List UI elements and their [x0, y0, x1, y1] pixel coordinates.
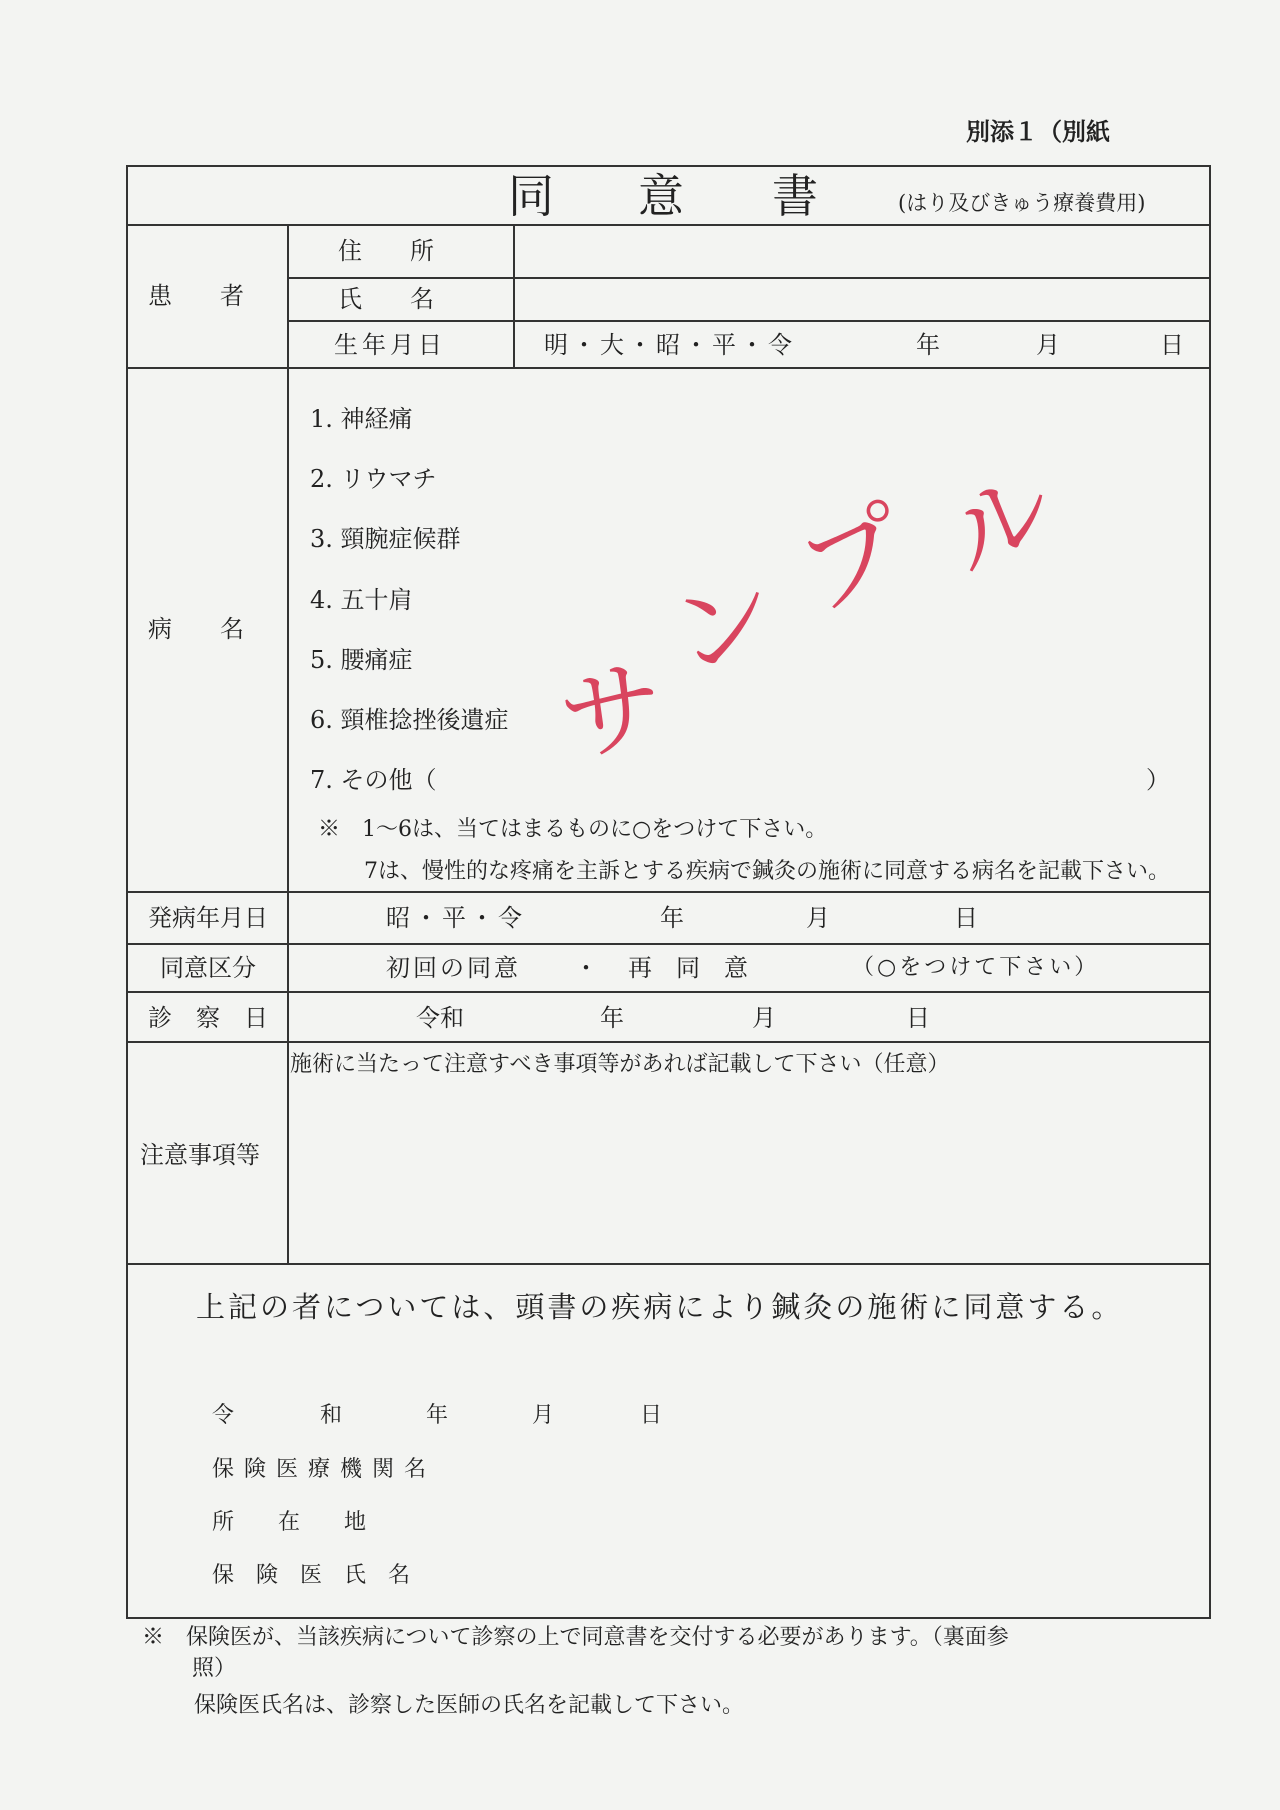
sign-year-unit: 年 [426, 1403, 449, 1428]
disease-item[interactable]: 2. リウマチ [310, 465, 437, 493]
onset-label: 発病年月日 [148, 904, 268, 932]
disease-item[interactable]: 6. 頸椎捻挫後遺症 [310, 706, 509, 734]
notes-field[interactable] [292, 1085, 1206, 1259]
footnote-2: 保険医氏名は、診察した医師の氏名を記載して下さい。 [194, 1693, 745, 1718]
birth-year-unit: 年 [916, 331, 940, 359]
sign-era: 令 [212, 1403, 235, 1428]
consent-first-option[interactable]: 初回の同意 [386, 954, 521, 982]
name-label: 氏 名 [338, 285, 434, 313]
doctor-name-label: 保 険 医 氏 名 [212, 1563, 411, 1588]
consent-separator: ・ [574, 954, 598, 982]
page-subtitle: (はり及びきゅう療養費用) [898, 191, 1146, 215]
notes-label: 注意事項等 [140, 1141, 260, 1169]
onset-day-unit: 日 [954, 904, 978, 932]
sign-day-unit: 日 [640, 1403, 663, 1428]
exam-day-unit: 日 [906, 1004, 930, 1032]
footnote-1: ※ 保険医が、当該疾病について診察の上で同意書を交付する必要があります。（裏面参 [142, 1625, 1009, 1650]
declaration-text: 上記の者については、頭書の疾病により鍼灸の施術に同意する。 [196, 1290, 1124, 1324]
footnote-1-cont: 照） [192, 1656, 237, 1681]
location-label: 所 在 地 [212, 1510, 367, 1535]
disease-note-2: 7は、慢性的な疼痛を主訴とする疾病で鍼灸の施術に同意する病名を記載下さい。 [364, 859, 1170, 884]
title-char: 意 [638, 169, 684, 223]
disease-item[interactable]: 5. 腰痛症 [310, 646, 413, 674]
patient-label: 患 者 [148, 282, 244, 310]
consent-type-label: 同意区分 [160, 954, 256, 982]
onset-month-unit: 月 [806, 904, 830, 932]
disease-label: 病 名 [148, 615, 244, 643]
birth-day-unit: 日 [1160, 331, 1184, 359]
address-label: 住 所 [338, 237, 434, 265]
stamp-char: ン [658, 554, 790, 698]
disease-item[interactable]: 7. その他（ [310, 766, 437, 794]
sign-era-2: 和 [320, 1403, 343, 1428]
consent-hint: （○をつけて下さい） [852, 955, 1100, 980]
stamp-char: サ [552, 644, 672, 780]
disease-item[interactable]: 3. 頸腕症候群 [310, 525, 461, 553]
exam-month-unit: 月 [752, 1004, 776, 1032]
institution-label: 保険医療機関名 [212, 1457, 437, 1482]
title-char: 書 [772, 169, 818, 223]
title-char: 同 [508, 169, 554, 223]
birth-month-unit: 月 [1036, 331, 1060, 359]
notes-prompt: 施術に当たって注意すべき事項等があれば記載して下さい（任意） [290, 1052, 950, 1077]
birth-era-options[interactable]: 明・大・昭・平・令 [544, 331, 796, 359]
other-close-paren: ） [1146, 766, 1170, 794]
annex-label: 別添１（別紙 [966, 118, 1110, 146]
sign-month-unit: 月 [532, 1403, 555, 1428]
birthdate-label: 生年月日 [334, 331, 446, 359]
onset-era-options[interactable]: 昭・平・令 [386, 904, 526, 932]
exam-year-unit: 年 [600, 1004, 624, 1032]
exam-date-label: 診 察 日 [148, 1004, 268, 1032]
disease-note-1: ※ 1～6は、当てはまるものに○をつけて下さい。 [318, 817, 828, 842]
exam-era: 令和 [416, 1004, 464, 1032]
onset-year-unit: 年 [660, 904, 684, 932]
disease-item[interactable]: 1. 神経痛 [310, 405, 413, 433]
disease-item[interactable]: 4. 五十肩 [310, 586, 413, 614]
stamp-char: ル [927, 445, 1073, 599]
stamp-char: プ [783, 485, 921, 635]
consent-re-option[interactable]: 再 同 意 [628, 954, 748, 982]
